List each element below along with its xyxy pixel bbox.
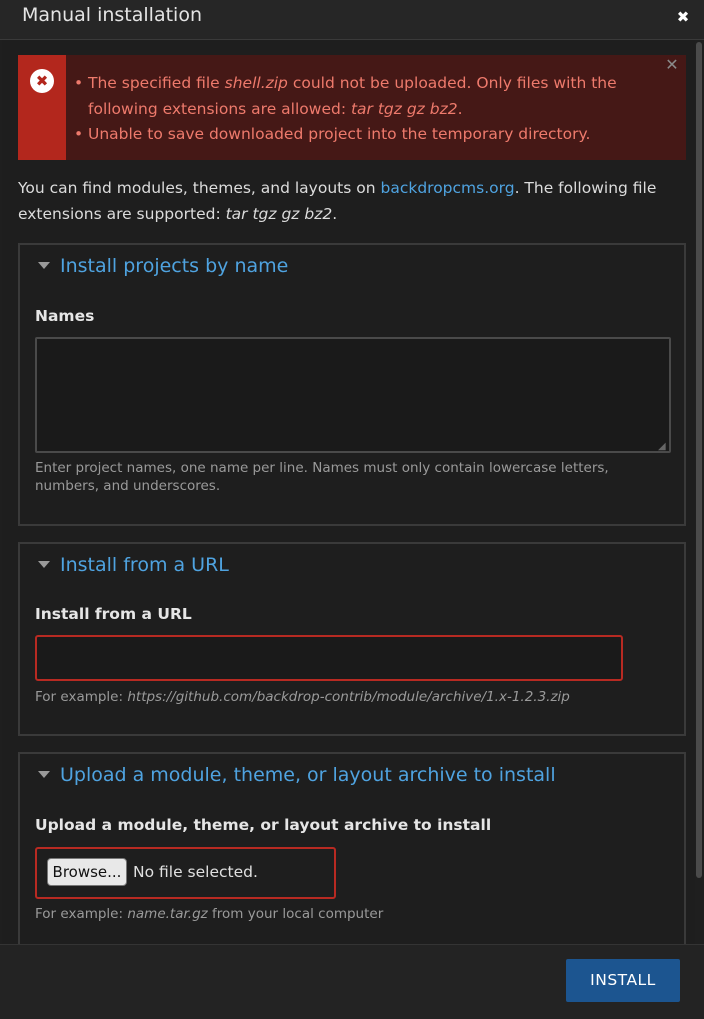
collapse-triangle-icon[interactable]	[38, 771, 50, 778]
names-label: Names	[35, 307, 95, 325]
intro-text: You can find modules, themes, and layouts on backdropcms.org. The following file extensions are supported: tar tgz gz bz2.	[18, 179, 657, 223]
no-file-text: No file selected.	[133, 863, 258, 881]
names-textarea[interactable]	[35, 337, 671, 453]
url-label: Install from a URL	[35, 605, 192, 623]
install-button[interactable]: INSTALL	[566, 959, 680, 1002]
resize-grip-icon[interactable]: ◢	[658, 441, 666, 452]
scrollbar[interactable]	[696, 42, 702, 878]
dialog-footer	[0, 944, 704, 1019]
dialog-titlebar	[0, 0, 704, 40]
fieldset-install-from-url	[18, 542, 686, 736]
dismiss-icon[interactable]: ✕	[665, 55, 679, 74]
collapse-triangle-icon[interactable]	[38, 262, 50, 269]
names-description: Enter project names, one name per line. Names must only contain lowercase letters, numbers, and underscores.	[35, 460, 609, 494]
dialog-title: Manual installation	[22, 4, 202, 26]
collapse-triangle-icon[interactable]	[38, 561, 50, 568]
legend-upload-archive[interactable]: Upload a module, theme, or layout archive to install	[60, 764, 556, 786]
url-description: For example: https://github.com/backdrop-contrib/module/archive/1.x-1.2.3.zip	[35, 689, 570, 705]
error-item-upload: • The specified file shell.zip could not be uploaded. Only files with the following extensions are allowed: tar tgz gz bz2.	[88, 71, 678, 122]
dialog-content	[2, 40, 695, 944]
browse-button[interactable]: Browse...	[47, 858, 127, 886]
error-messages	[18, 55, 686, 160]
close-icon[interactable]: ✖	[676, 8, 690, 26]
legend-install-by-name[interactable]: Install projects by name	[60, 255, 289, 277]
legend-install-from-url[interactable]: Install from a URL	[60, 554, 229, 576]
error-icon: ✖	[30, 69, 54, 93]
error-list	[88, 71, 678, 148]
fieldset-install-by-name	[18, 243, 686, 526]
file-input[interactable]	[35, 847, 336, 899]
upload-label: Upload a module, theme, or layout archive to install	[35, 816, 492, 834]
error-icon-box	[18, 55, 66, 160]
fieldset-upload-archive	[18, 752, 686, 944]
upload-description: For example: name.tar.gz from your local computer	[35, 906, 384, 922]
backdropcms-link[interactable]: backdropcms.org	[380, 179, 515, 197]
error-item-save: • Unable to save downloaded project into the temporary directory.	[88, 122, 678, 148]
url-input[interactable]	[35, 635, 623, 681]
